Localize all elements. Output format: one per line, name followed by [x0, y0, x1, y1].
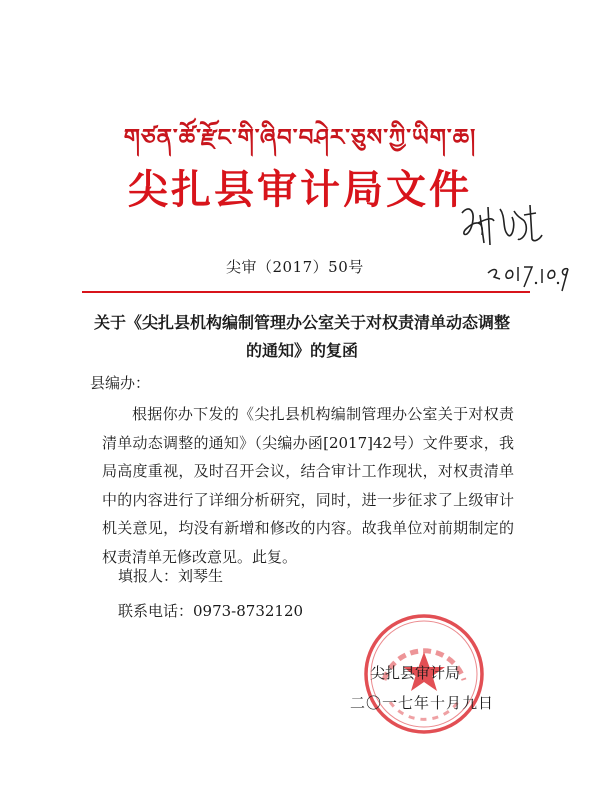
tibetan-header: གཙན་ཚོ་རྫོང་གི་ཞིབ་བཤེར་ཅུས་ཀྱི་ཡིག་ཆ།	[123, 124, 477, 151]
contact-phone: 联系电话：0973-8732120	[118, 602, 304, 620]
document-title: 尖扎县审计局文件	[128, 167, 472, 213]
issue-date: 二〇一七年十月九日	[350, 694, 495, 712]
document-subject: 关于《尖扎县机构编制管理办公室关于对权责清单动态调整的通知》的复函	[93, 313, 510, 360]
issuing-authority: 尖扎县审计局	[370, 664, 461, 682]
header-divider	[82, 291, 530, 293]
addressee: 县编办：	[90, 374, 151, 392]
body-paragraph: 根据你办下发的《尖扎县机构编制管理办公室关于对权责清单动态调整的通知》（尖编办函[2017]42号）文件要求，我局高度重视，及时召开会议，结合审计工作现状，对权责清单中的内容进行了详细分析研究，同时，进一步征求了上级审计机关意见，均没有新增和修改的内容。故我单位对前期制定的权责清单无修改意见。此复。	[102, 405, 514, 566]
handwritten-signature	[454, 195, 574, 295]
document-number: 尖审（2017）50号	[226, 258, 364, 276]
filler-line: 填报人：刘琴生	[118, 567, 224, 585]
